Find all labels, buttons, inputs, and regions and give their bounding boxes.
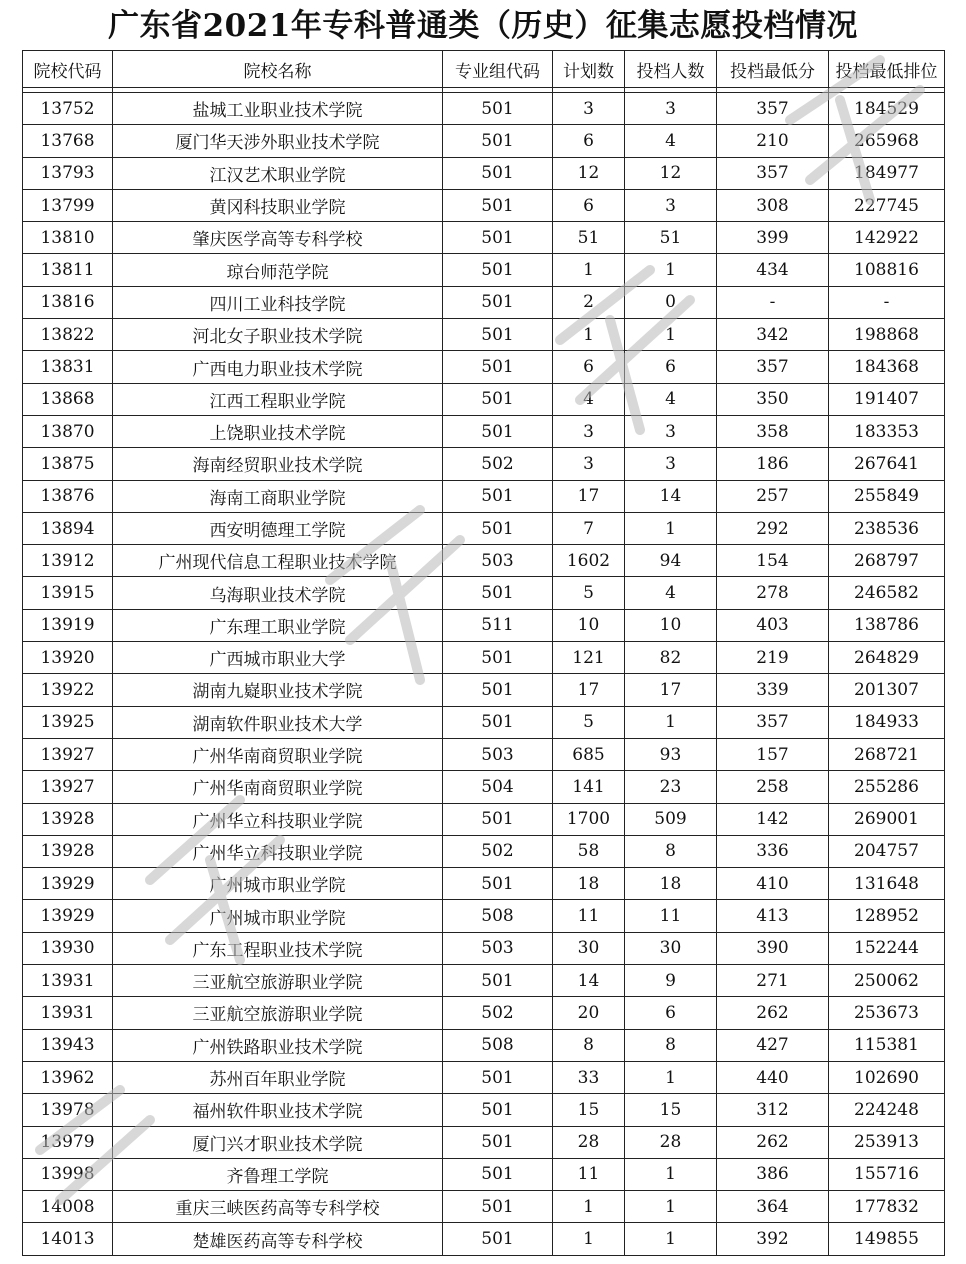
cell-min-score: 258 bbox=[717, 771, 829, 803]
cell-admitted-count: 82 bbox=[625, 642, 717, 674]
cell-admitted-count: 1 bbox=[625, 254, 717, 286]
cell-min-rank: 108816 bbox=[829, 254, 945, 286]
cell-school-name: 重庆三峡医药高等专科学校 bbox=[113, 1191, 443, 1223]
cell-min-score: 219 bbox=[717, 642, 829, 674]
cell-min-rank: 183353 bbox=[829, 415, 945, 447]
cell-admitted-count: 23 bbox=[625, 771, 717, 803]
cell-min-score: 257 bbox=[717, 480, 829, 512]
cell-min-rank: 268797 bbox=[829, 545, 945, 577]
cell-school-name: 齐鲁理工学院 bbox=[113, 1158, 443, 1190]
cell-school-name: 乌海职业技术学院 bbox=[113, 577, 443, 609]
table-row bbox=[23, 1158, 945, 1190]
admission-table bbox=[22, 50, 945, 1256]
table-row bbox=[23, 286, 945, 318]
cell-school-name: 盐城工业职业技术学院 bbox=[113, 93, 443, 125]
cell-group-code: 503 bbox=[443, 932, 553, 964]
cell-school-name: 四川工业科技学院 bbox=[113, 286, 443, 318]
cell-group-code: 501 bbox=[443, 1191, 553, 1223]
cell-min-rank: 250062 bbox=[829, 965, 945, 997]
cell-min-score: 390 bbox=[717, 932, 829, 964]
header-plan-count: 计划数 bbox=[553, 51, 625, 88]
cell-plan-count: 30 bbox=[553, 932, 625, 964]
cell-plan-count: 1 bbox=[553, 319, 625, 351]
cell-admitted-count: 15 bbox=[625, 1094, 717, 1126]
cell-group-code: 501 bbox=[443, 189, 553, 221]
cell-admitted-count: 28 bbox=[625, 1126, 717, 1158]
cell-group-code: 501 bbox=[443, 577, 553, 609]
cell-min-score: 312 bbox=[717, 1094, 829, 1126]
cell-min-score: 350 bbox=[717, 383, 829, 415]
header-school-name: 院校名称 bbox=[113, 51, 443, 88]
cell-plan-count: 12 bbox=[553, 157, 625, 189]
cell-school-code: 13919 bbox=[23, 609, 113, 641]
cell-school-name: 三亚航空旅游职业学院 bbox=[113, 997, 443, 1029]
cell-school-code: 13930 bbox=[23, 932, 113, 964]
table-row bbox=[23, 448, 945, 480]
cell-school-code: 13920 bbox=[23, 642, 113, 674]
page-title: 广东省2021年专科普通类（历史）征集志愿投档情况 bbox=[108, 8, 858, 44]
cell-min-score: 157 bbox=[717, 738, 829, 770]
cell-min-score: 413 bbox=[717, 900, 829, 932]
table-row bbox=[23, 771, 945, 803]
cell-admitted-count: 1 bbox=[625, 1158, 717, 1190]
cell-school-name: 广州华立科技职业学院 bbox=[113, 803, 443, 835]
cell-group-code: 503 bbox=[443, 545, 553, 577]
table-row bbox=[23, 125, 945, 157]
cell-group-code: 501 bbox=[443, 803, 553, 835]
cell-school-code: 13894 bbox=[23, 512, 113, 544]
cell-admitted-count: 30 bbox=[625, 932, 717, 964]
cell-school-code: 13998 bbox=[23, 1158, 113, 1190]
cell-admitted-count: 3 bbox=[625, 93, 717, 125]
cell-min-score: 364 bbox=[717, 1191, 829, 1223]
cell-min-score: 278 bbox=[717, 577, 829, 609]
cell-plan-count: 7 bbox=[553, 512, 625, 544]
table-row bbox=[23, 319, 945, 351]
cell-min-rank: 269001 bbox=[829, 803, 945, 835]
table-row bbox=[23, 189, 945, 221]
cell-min-rank: 152244 bbox=[829, 932, 945, 964]
cell-min-rank: 268721 bbox=[829, 738, 945, 770]
table-row bbox=[23, 1029, 945, 1061]
cell-min-rank: 201307 bbox=[829, 674, 945, 706]
cell-plan-count: 4 bbox=[553, 383, 625, 415]
cell-admitted-count: 18 bbox=[625, 868, 717, 900]
cell-min-score: 142 bbox=[717, 803, 829, 835]
cell-plan-count: 2 bbox=[553, 286, 625, 318]
cell-group-code: 501 bbox=[443, 642, 553, 674]
cell-admitted-count: 51 bbox=[625, 222, 717, 254]
cell-group-code: 501 bbox=[443, 254, 553, 286]
cell-admitted-count: 11 bbox=[625, 900, 717, 932]
table-row bbox=[23, 351, 945, 383]
cell-school-code: 13793 bbox=[23, 157, 113, 189]
cell-plan-count: 11 bbox=[553, 1158, 625, 1190]
cell-school-name: 广西电力职业技术学院 bbox=[113, 351, 443, 383]
cell-school-name: 海南经贸职业技术学院 bbox=[113, 448, 443, 480]
header-min-score: 投档最低分 bbox=[717, 51, 829, 88]
cell-min-score: 357 bbox=[717, 93, 829, 125]
table-row bbox=[23, 642, 945, 674]
cell-min-rank: 155716 bbox=[829, 1158, 945, 1190]
cell-school-code: 13927 bbox=[23, 771, 113, 803]
cell-plan-count: 14 bbox=[553, 965, 625, 997]
cell-school-name: 上饶职业技术学院 bbox=[113, 415, 443, 447]
cell-group-code: 501 bbox=[443, 286, 553, 318]
cell-school-code: 13928 bbox=[23, 835, 113, 867]
cell-plan-count: 1 bbox=[553, 254, 625, 286]
cell-min-rank: 142922 bbox=[829, 222, 945, 254]
cell-school-name: 厦门兴才职业技术学院 bbox=[113, 1126, 443, 1158]
cell-min-rank: 264829 bbox=[829, 642, 945, 674]
table-row bbox=[23, 997, 945, 1029]
cell-admitted-count: 1 bbox=[625, 1223, 717, 1255]
cell-min-rank: 184933 bbox=[829, 706, 945, 738]
cell-min-score: 336 bbox=[717, 835, 829, 867]
cell-plan-count: 3 bbox=[553, 448, 625, 480]
cell-group-code: 504 bbox=[443, 771, 553, 803]
cell-plan-count: 58 bbox=[553, 835, 625, 867]
cell-admitted-count: 3 bbox=[625, 189, 717, 221]
cell-min-score: 342 bbox=[717, 319, 829, 351]
cell-min-score: 410 bbox=[717, 868, 829, 900]
cell-min-rank: 255286 bbox=[829, 771, 945, 803]
cell-group-code: 501 bbox=[443, 383, 553, 415]
header-admitted-count: 投档人数 bbox=[625, 51, 717, 88]
cell-min-rank: 177832 bbox=[829, 1191, 945, 1223]
cell-min-rank: 267641 bbox=[829, 448, 945, 480]
table-header-row bbox=[23, 51, 945, 88]
header-min-rank: 投档最低排位 bbox=[829, 51, 945, 88]
cell-school-name: 广东工程职业技术学院 bbox=[113, 932, 443, 964]
cell-min-rank: 224248 bbox=[829, 1094, 945, 1126]
cell-group-code: 501 bbox=[443, 351, 553, 383]
cell-group-code: 501 bbox=[443, 319, 553, 351]
cell-admitted-count: 12 bbox=[625, 157, 717, 189]
table-row bbox=[23, 1223, 945, 1255]
cell-min-score: 262 bbox=[717, 997, 829, 1029]
cell-min-rank: 198868 bbox=[829, 319, 945, 351]
cell-min-score: 386 bbox=[717, 1158, 829, 1190]
cell-school-name: 西安明德理工学院 bbox=[113, 512, 443, 544]
cell-group-code: 501 bbox=[443, 222, 553, 254]
cell-school-code: 13927 bbox=[23, 738, 113, 770]
cell-min-rank: 253913 bbox=[829, 1126, 945, 1158]
cell-plan-count: 1602 bbox=[553, 545, 625, 577]
cell-group-code: 501 bbox=[443, 480, 553, 512]
cell-min-score: 357 bbox=[717, 706, 829, 738]
cell-school-name: 广州华立科技职业学院 bbox=[113, 835, 443, 867]
cell-group-code: 511 bbox=[443, 609, 553, 641]
table-row bbox=[23, 803, 945, 835]
cell-plan-count: 141 bbox=[553, 771, 625, 803]
table-row bbox=[23, 222, 945, 254]
cell-group-code: 502 bbox=[443, 448, 553, 480]
cell-min-score: 357 bbox=[717, 351, 829, 383]
header-group-code: 专业组代码 bbox=[443, 51, 553, 88]
cell-school-code: 13822 bbox=[23, 319, 113, 351]
cell-school-name: 湖南九嶷职业技术学院 bbox=[113, 674, 443, 706]
cell-plan-count: 5 bbox=[553, 577, 625, 609]
table-row bbox=[23, 1061, 945, 1093]
cell-min-rank: 184368 bbox=[829, 351, 945, 383]
cell-school-code: 13768 bbox=[23, 125, 113, 157]
table-row bbox=[23, 609, 945, 641]
cell-plan-count: 17 bbox=[553, 674, 625, 706]
cell-plan-count: 18 bbox=[553, 868, 625, 900]
cell-admitted-count: 1 bbox=[625, 706, 717, 738]
cell-min-score: 271 bbox=[717, 965, 829, 997]
cell-school-code: 13925 bbox=[23, 706, 113, 738]
cell-school-code: 13816 bbox=[23, 286, 113, 318]
cell-school-name: 广州华南商贸职业学院 bbox=[113, 738, 443, 770]
cell-group-code: 501 bbox=[443, 674, 553, 706]
cell-min-rank: 184977 bbox=[829, 157, 945, 189]
cell-school-code: 13931 bbox=[23, 965, 113, 997]
cell-school-code: 13799 bbox=[23, 189, 113, 221]
cell-school-code: 13752 bbox=[23, 93, 113, 125]
table-row bbox=[23, 932, 945, 964]
cell-school-code: 13928 bbox=[23, 803, 113, 835]
table-row bbox=[23, 383, 945, 415]
table-row bbox=[23, 738, 945, 770]
cell-admitted-count: 8 bbox=[625, 835, 717, 867]
table-row bbox=[23, 157, 945, 189]
cell-min-score: 399 bbox=[717, 222, 829, 254]
cell-school-name: 三亚航空旅游职业学院 bbox=[113, 965, 443, 997]
cell-group-code: 501 bbox=[443, 125, 553, 157]
table-row bbox=[23, 254, 945, 286]
cell-min-rank: 265968 bbox=[829, 125, 945, 157]
cell-min-rank: 184529 bbox=[829, 93, 945, 125]
cell-admitted-count: 3 bbox=[625, 415, 717, 447]
cell-school-name: 广州华南商贸职业学院 bbox=[113, 771, 443, 803]
table-row bbox=[23, 577, 945, 609]
cell-min-rank: 227745 bbox=[829, 189, 945, 221]
cell-min-rank: 238536 bbox=[829, 512, 945, 544]
table-row bbox=[23, 900, 945, 932]
cell-school-name: 广东理工职业学院 bbox=[113, 609, 443, 641]
cell-admitted-count: 6 bbox=[625, 351, 717, 383]
cell-plan-count: 6 bbox=[553, 351, 625, 383]
cell-group-code: 501 bbox=[443, 868, 553, 900]
cell-admitted-count: 4 bbox=[625, 383, 717, 415]
cell-school-code: 13931 bbox=[23, 997, 113, 1029]
cell-group-code: 501 bbox=[443, 965, 553, 997]
cell-school-code: 14008 bbox=[23, 1191, 113, 1223]
table-row bbox=[23, 480, 945, 512]
cell-plan-count: 1 bbox=[553, 1223, 625, 1255]
cell-admitted-count: 4 bbox=[625, 577, 717, 609]
cell-school-name: 海南工商职业学院 bbox=[113, 480, 443, 512]
cell-min-rank: 131648 bbox=[829, 868, 945, 900]
cell-admitted-count: 6 bbox=[625, 997, 717, 1029]
cell-school-code: 13868 bbox=[23, 383, 113, 415]
cell-plan-count: 6 bbox=[553, 189, 625, 221]
header-school-code: 院校代码 bbox=[23, 51, 113, 88]
cell-admitted-count: 8 bbox=[625, 1029, 717, 1061]
cell-school-name: 楚雄医药高等专科学校 bbox=[113, 1223, 443, 1255]
cell-group-code: 501 bbox=[443, 93, 553, 125]
cell-group-code: 501 bbox=[443, 157, 553, 189]
cell-group-code: 508 bbox=[443, 900, 553, 932]
cell-min-rank: 255849 bbox=[829, 480, 945, 512]
cell-min-score: 403 bbox=[717, 609, 829, 641]
table-row bbox=[23, 1094, 945, 1126]
cell-group-code: 501 bbox=[443, 1094, 553, 1126]
cell-group-code: 501 bbox=[443, 1158, 553, 1190]
cell-min-rank: 138786 bbox=[829, 609, 945, 641]
cell-school-code: 13962 bbox=[23, 1061, 113, 1093]
table-row bbox=[23, 415, 945, 447]
cell-school-name: 琼台师范学院 bbox=[113, 254, 443, 286]
cell-admitted-count: 1 bbox=[625, 319, 717, 351]
cell-plan-count: 20 bbox=[553, 997, 625, 1029]
cell-admitted-count: 14 bbox=[625, 480, 717, 512]
cell-min-score: 210 bbox=[717, 125, 829, 157]
cell-min-score: 262 bbox=[717, 1126, 829, 1158]
cell-group-code: 501 bbox=[443, 512, 553, 544]
cell-admitted-count: 1 bbox=[625, 1061, 717, 1093]
cell-school-code: 13929 bbox=[23, 900, 113, 932]
cell-plan-count: 10 bbox=[553, 609, 625, 641]
cell-group-code: 501 bbox=[443, 1061, 553, 1093]
cell-admitted-count: 10 bbox=[625, 609, 717, 641]
cell-school-name: 广西城市职业大学 bbox=[113, 642, 443, 674]
cell-school-name: 广州城市职业学院 bbox=[113, 868, 443, 900]
cell-admitted-count: 93 bbox=[625, 738, 717, 770]
cell-group-code: 501 bbox=[443, 415, 553, 447]
cell-plan-count: 3 bbox=[553, 93, 625, 125]
cell-admitted-count: 3 bbox=[625, 448, 717, 480]
cell-min-score: 357 bbox=[717, 157, 829, 189]
cell-plan-count: 3 bbox=[553, 415, 625, 447]
table-row bbox=[23, 545, 945, 577]
cell-plan-count: 28 bbox=[553, 1126, 625, 1158]
cell-group-code: 502 bbox=[443, 997, 553, 1029]
table-row bbox=[23, 835, 945, 867]
cell-school-code: 13922 bbox=[23, 674, 113, 706]
cell-admitted-count: 1 bbox=[625, 512, 717, 544]
cell-plan-count: 1 bbox=[553, 1191, 625, 1223]
table-row bbox=[23, 1126, 945, 1158]
cell-plan-count: 121 bbox=[553, 642, 625, 674]
table-row bbox=[23, 674, 945, 706]
cell-group-code: 501 bbox=[443, 706, 553, 738]
cell-min-score: 392 bbox=[717, 1223, 829, 1255]
cell-school-name: 河北女子职业技术学院 bbox=[113, 319, 443, 351]
table-row bbox=[23, 1191, 945, 1223]
cell-min-score: 427 bbox=[717, 1029, 829, 1061]
cell-group-code: 502 bbox=[443, 835, 553, 867]
cell-school-name: 江汉艺术职业学院 bbox=[113, 157, 443, 189]
cell-admitted-count: 17 bbox=[625, 674, 717, 706]
cell-min-score: 434 bbox=[717, 254, 829, 286]
cell-plan-count: 5 bbox=[553, 706, 625, 738]
cell-min-rank: 115381 bbox=[829, 1029, 945, 1061]
cell-school-code: 13978 bbox=[23, 1094, 113, 1126]
cell-plan-count: 17 bbox=[553, 480, 625, 512]
cell-group-code: 508 bbox=[443, 1029, 553, 1061]
cell-plan-count: 11 bbox=[553, 900, 625, 932]
table-body bbox=[23, 88, 945, 1256]
table-row bbox=[23, 93, 945, 125]
cell-school-code: 13943 bbox=[23, 1029, 113, 1061]
cell-school-name: 福州软件职业技术学院 bbox=[113, 1094, 443, 1126]
cell-school-name: 肇庆医学高等专科学校 bbox=[113, 222, 443, 254]
cell-plan-count: 1700 bbox=[553, 803, 625, 835]
cell-school-name: 湖南软件职业技术大学 bbox=[113, 706, 443, 738]
cell-min-rank: 204757 bbox=[829, 835, 945, 867]
cell-min-score: 292 bbox=[717, 512, 829, 544]
cell-group-code: 501 bbox=[443, 1126, 553, 1158]
cell-group-code: 503 bbox=[443, 738, 553, 770]
cell-school-code: 13875 bbox=[23, 448, 113, 480]
cell-school-code: 13929 bbox=[23, 868, 113, 900]
cell-admitted-count: 4 bbox=[625, 125, 717, 157]
cell-school-name: 江西工程职业学院 bbox=[113, 383, 443, 415]
cell-min-score: 358 bbox=[717, 415, 829, 447]
table-row bbox=[23, 706, 945, 738]
cell-admitted-count: 9 bbox=[625, 965, 717, 997]
cell-school-name: 苏州百年职业学院 bbox=[113, 1061, 443, 1093]
cell-plan-count: 6 bbox=[553, 125, 625, 157]
cell-school-name: 广州铁路职业技术学院 bbox=[113, 1029, 443, 1061]
cell-school-code: 13831 bbox=[23, 351, 113, 383]
cell-school-code: 14013 bbox=[23, 1223, 113, 1255]
cell-admitted-count: 1 bbox=[625, 1191, 717, 1223]
cell-min-score: 339 bbox=[717, 674, 829, 706]
cell-min-score: 308 bbox=[717, 189, 829, 221]
cell-admitted-count: 0 bbox=[625, 286, 717, 318]
cell-school-code: 13979 bbox=[23, 1126, 113, 1158]
table-row bbox=[23, 868, 945, 900]
cell-school-code: 13810 bbox=[23, 222, 113, 254]
cell-plan-count: 33 bbox=[553, 1061, 625, 1093]
cell-admitted-count: 509 bbox=[625, 803, 717, 835]
table-row bbox=[23, 965, 945, 997]
cell-plan-count: 8 bbox=[553, 1029, 625, 1061]
cell-school-code: 13912 bbox=[23, 545, 113, 577]
cell-school-name: 广州城市职业学院 bbox=[113, 900, 443, 932]
cell-min-score: 440 bbox=[717, 1061, 829, 1093]
cell-school-code: 13876 bbox=[23, 480, 113, 512]
cell-min-rank: 246582 bbox=[829, 577, 945, 609]
cell-school-name: 厦门华天涉外职业技术学院 bbox=[113, 125, 443, 157]
cell-min-rank: 149855 bbox=[829, 1223, 945, 1255]
cell-min-score: - bbox=[717, 286, 829, 318]
cell-plan-count: 685 bbox=[553, 738, 625, 770]
cell-min-score: 154 bbox=[717, 545, 829, 577]
cell-school-code: 13915 bbox=[23, 577, 113, 609]
cell-min-rank: 102690 bbox=[829, 1061, 945, 1093]
cell-min-rank: - bbox=[829, 286, 945, 318]
cell-plan-count: 51 bbox=[553, 222, 625, 254]
cell-school-code: 13811 bbox=[23, 254, 113, 286]
cell-school-code: 13870 bbox=[23, 415, 113, 447]
table-row bbox=[23, 512, 945, 544]
cell-group-code: 501 bbox=[443, 1223, 553, 1255]
cell-min-rank: 191407 bbox=[829, 383, 945, 415]
cell-min-score: 186 bbox=[717, 448, 829, 480]
cell-plan-count: 15 bbox=[553, 1094, 625, 1126]
cell-admitted-count: 94 bbox=[625, 545, 717, 577]
cell-min-rank: 253673 bbox=[829, 997, 945, 1029]
cell-school-name: 黄冈科技职业学院 bbox=[113, 189, 443, 221]
cell-min-rank: 128952 bbox=[829, 900, 945, 932]
cell-school-name: 广州现代信息工程职业技术学院 bbox=[113, 545, 443, 577]
